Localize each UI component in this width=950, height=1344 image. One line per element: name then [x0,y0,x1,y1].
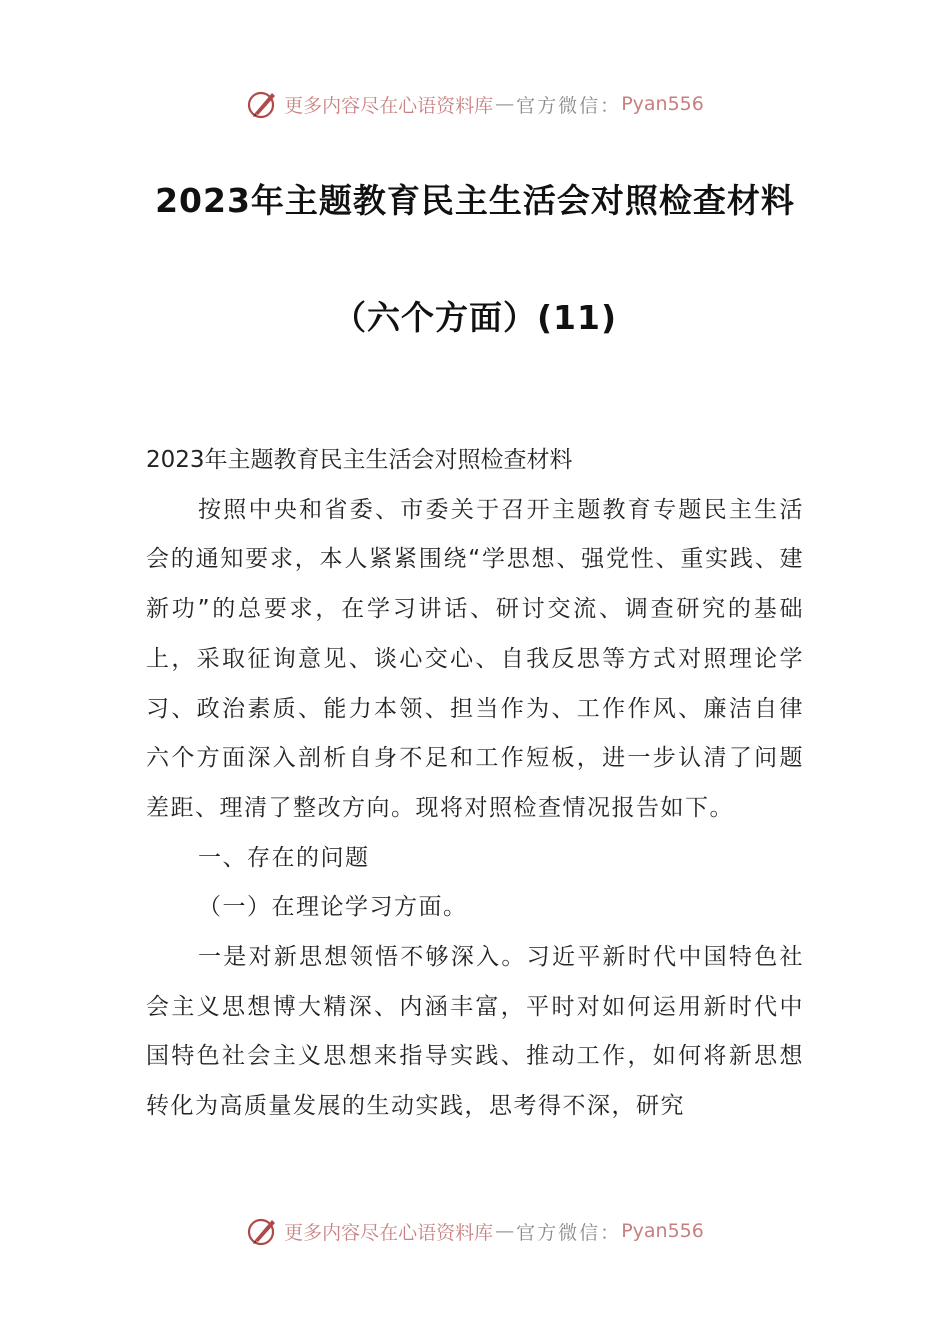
quill-pen-icon [246,1214,280,1248]
watermark-header [0,84,950,124]
watermark-wechat-id: Pyan556 [621,1220,704,1242]
watermark-footer [0,1211,950,1251]
paragraph-point-one: 一是对新思想领悟不够深入。习近平新时代中国特色社会主义思想博大精深、内涵丰富，平时对如何运用新时代中国特色社会主义思想来指导实践、推动工作，如何将新思想转化为高质量发展的生动实践，思考得不深，研究 [146,944,804,1120]
watermark-text: 更多内容尽在心语资料库 [284,1221,494,1244]
paragraph-intro: 按照中央和省委、市委关于召开主题教育专题民主生活会的通知要求，本人紧紧围绕“学思想、强党性、重实践、建新功”的总要求，在学习讲话、研讨交流、调查研究的基础上，采取征询意见、谈心交心、自我反思等方式对照理论学习、政治素质、能力本领、担当作为、工作作风、廉洁自律六个方面深入剖析自身不足和工作短板，进一步认清了问题差距、理清了整改方向。现将对照检查情况报告如下。 [146,496,804,821]
watermark-text: 更多内容尽在心语资料库 [284,94,494,117]
document-title: 2023年主题教育民主生活会对照检查材料 [155,181,795,220]
paragraph-heading: 2023年主题教育民主生活会对照检查材料 [146,447,573,473]
watermark-label: 官方微信： [516,1221,622,1244]
document-body [146,436,804,1132]
watermark-content [246,1214,704,1248]
quill-pen-icon [246,87,280,121]
subsection-heading: （一）在理论学习方面。 [198,894,468,921]
section-heading: 一、存在的问题 [198,844,370,871]
watermark-label: 官方微信： [516,94,622,117]
watermark-separator: — [495,93,515,115]
document-subtitle: （六个方面）(11) [332,298,618,337]
watermark-separator: — [495,1220,515,1242]
watermark-content [246,87,704,121]
watermark-wechat-id: Pyan556 [621,93,704,115]
